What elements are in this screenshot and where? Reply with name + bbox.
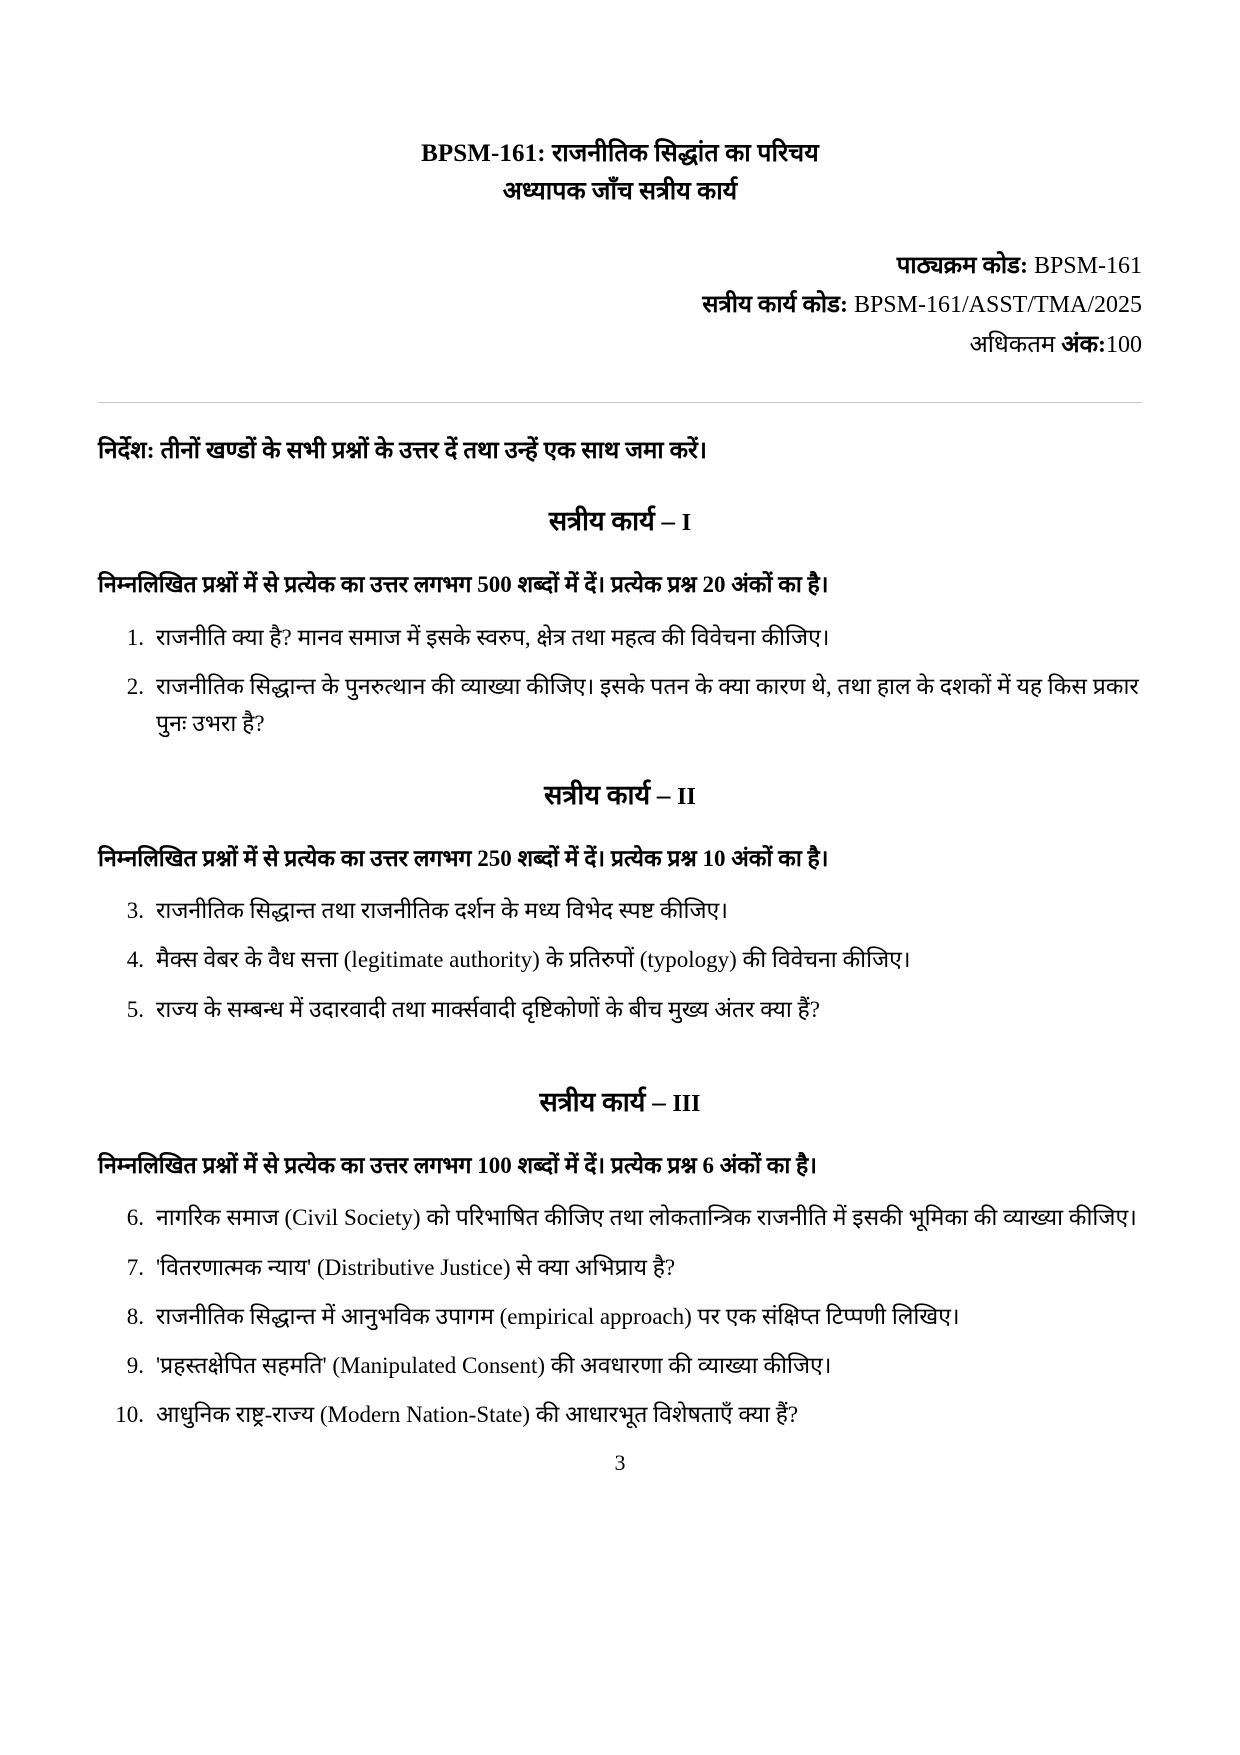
question-text: राज्य के सम्बन्ध में उदारवादी तथा मार्क्सवादी दृष्टिकोणों के बीच मुख्य अंतर क्या हैं? <box>156 996 820 1022</box>
question-text: 'प्रहस्तक्षेपित सहमति' (Manipulated Consent) की अवधारणा की व्याख्या कीजिए। <box>156 1353 832 1379</box>
question-number: 4. <box>126 947 144 973</box>
section-note-1: निम्नलिखित प्रश्नों में से प्रत्येक का उत्तर लगभग 500 शब्दों में दें। प्रत्येक प्रश्न 20 अंकों का है। <box>98 572 829 598</box>
question-list-1 <box>98 619 1142 743</box>
question-text: राजनीतिक सिद्धान्त तथा राजनीतिक दर्शन के मध्य विभेद स्पष्ट कीजिए। <box>156 898 728 924</box>
max-marks-row <box>98 326 1142 366</box>
question-number: 10. <box>115 1402 144 1428</box>
list-item <box>98 1199 1142 1236</box>
assignment-code-value: BPSM-161/ASST/TMA/2025 <box>847 292 1142 319</box>
section-note-3: निम्नलिखित प्रश्नों में से प्रत्येक का उत्तर लगभग 100 शब्दों में दें। प्रत्येक प्रश्न 6 अंकों का है। <box>98 1152 817 1178</box>
list-item <box>98 619 1142 656</box>
question-number: 9. <box>126 1353 144 1379</box>
list-item <box>98 1396 1142 1433</box>
general-instruction: निर्देश: तीनों खण्डों के सभी प्रश्नों के उत्तर दें तथा उन्हें एक साथ जमा करें। <box>98 438 707 465</box>
question-number: 7. <box>126 1254 144 1280</box>
max-marks-label: अंक: <box>1061 331 1106 358</box>
section-heading-1-roman: I <box>681 510 692 537</box>
section-heading-3-roman: III <box>672 1090 701 1117</box>
page-title: BPSM-161: राजनीतिक सिद्धांत का परिचय <box>421 140 819 167</box>
page-content <box>98 0 1142 1446</box>
list-item <box>98 941 1142 978</box>
list-item <box>98 1249 1142 1286</box>
section-heading-1 <box>98 501 1142 538</box>
question-text: 'वितरणात्मक न्याय' (Distributive Justice) से क्या अभिप्राय है? <box>156 1254 676 1280</box>
question-number: 1. <box>126 624 144 650</box>
question-text: आधुनिक राष्ट्र-राज्य (Modern Nation-State) की आधारभूत विशेषताएँ क्या हैं? <box>156 1402 799 1428</box>
question-text: मैक्स वेबर के वैध सत्ता (legitimate authority) के प्रतिरुपों (typology) की विवेचना कीजिए। <box>156 947 911 973</box>
max-marks-value: 100 <box>1106 331 1142 358</box>
course-code-label: पाठ्यक्रम कोड: <box>896 252 1028 279</box>
question-text: राजनीति क्या है? मानव समाज में इसके स्वरुप, क्षेत्र तथा महत्व की विवेचना कीजिए। <box>156 624 830 650</box>
section-heading-2 <box>98 775 1142 812</box>
list-item <box>98 668 1142 743</box>
page-subtitle: अध्यापक जाँच सत्रीय कार्य <box>502 178 738 206</box>
question-number: 6. <box>126 1205 144 1231</box>
list-item <box>98 1298 1142 1335</box>
question-number: 3. <box>126 898 144 924</box>
section-heading-1-text: सत्रीय कार्य – <box>548 506 682 537</box>
section-note-2: निम्नलिखित प्रश्नों में से प्रत्येक का उत्तर लगभग 250 शब्दों में दें। प्रत्येक प्रश्न 10 अंकों का है। <box>98 845 829 871</box>
question-text: राजनीतिक सिद्धान्त के पुनरुत्थान की व्याख्या कीजिए। इसके पतन के क्या कारण थे, तथा हाल के दशकों में यह किस प्रकार पुनः उभरा है? <box>156 674 1139 737</box>
assignment-meta <box>98 247 1142 366</box>
question-list-2 <box>98 892 1142 1028</box>
question-number: 8. <box>126 1303 144 1329</box>
section-heading-3 <box>98 1082 1142 1119</box>
list-item <box>98 1347 1142 1384</box>
section-heading-2-roman: II <box>677 783 696 810</box>
section-heading-2-text: सत्रीय कार्य – <box>544 779 678 810</box>
question-number: 5. <box>126 996 144 1022</box>
section-heading-3-text: सत्रीय कार्य – <box>539 1086 673 1117</box>
assignment-code-label: सत्रीय कार्य कोड: <box>702 292 848 319</box>
question-number: 2. <box>126 674 144 700</box>
assignment-code-row <box>98 286 1142 326</box>
question-text: राजनीतिक सिद्धान्त में आनुभविक उपागम (empirical approach) पर एक संक्षिप्त टिप्पणी लिखिए। <box>156 1303 960 1329</box>
question-text: नागरिक समाज (Civil Society) को परिभाषित कीजिए तथा लोकतान्त्रिक राजनीति में इसकी भूमिका की व्याख्या कीजिए। <box>156 1205 1137 1231</box>
page-number: 3 <box>614 1450 626 1475</box>
max-marks-prefix: अधिकतम <box>969 331 1062 358</box>
question-list-3 <box>98 1199 1142 1433</box>
header-divider <box>98 402 1142 403</box>
course-code-value: BPSM-161 <box>1027 252 1142 279</box>
list-item <box>98 892 1142 929</box>
course-code-row <box>98 247 1142 287</box>
list-item <box>98 991 1142 1028</box>
